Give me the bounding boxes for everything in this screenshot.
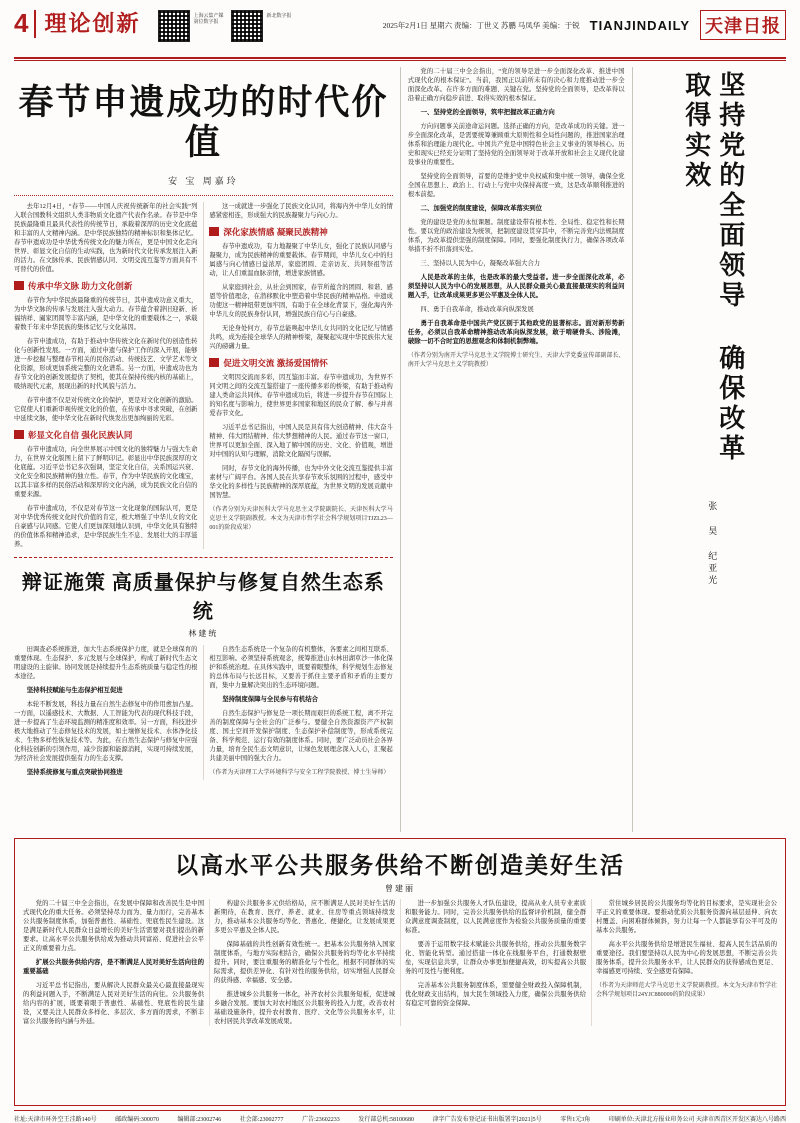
paragraph: 党的建设是党的永恒课题。制度建设带有根本性、全局性、稳定性和长期性。要以党的政治建设为统领，把制度建设贯穿其中，不断完善党内法规制度体系，为改革提供坚强的制度保障。同时，要强化制度执行力，确保各项改革举措不折不扣落到实处。 xyxy=(407,219,625,253)
secondary-footnote: （作者为天津理工大学环境科学与安全工程学院教授、博士生导师） xyxy=(209,769,390,776)
masthead xyxy=(14,0,786,54)
footer-distribution: 发行部总机:58100680 xyxy=(358,1117,414,1123)
paragraph: 坚持党的全面领导，首要的是维护党中央权威和集中统一领导，确保全党全国在思想上、政治上、行动上与党中央保持高度一致，这是改革顺利推进的根本前提。 xyxy=(407,173,625,198)
footer-price: 零售1元3角 xyxy=(560,1117,591,1123)
paragraph: 方向问题事关前途命运问题。选择正确的方向，是改革成功的关键。进一步全面深化改革，是需要统筹兼顾重大原则性和全局性问题的，推进国家治理体系和治理能力现代化。中国共产党是中国特色社会主义事业的领导核心。历史和现实已经充分证明了坚持党的全面领导对于改革开放和社会主义现代化建设事业的重要性。 xyxy=(407,123,625,166)
qr-label-2: 新北数字报 xyxy=(266,14,292,19)
square-bullet-icon xyxy=(209,358,219,367)
paragraph: 四、勇于自我革命，推动改革向纵深发展 xyxy=(420,306,534,313)
paragraph: 从家庭到社会，从社会到国家，春节所蕴含的团圆、和谐、感恩等价值理念，在潜移默化中塑造着中华民族的精神品格。申遗成功使这一精神纽带更加牢固，有助于在全球化背景下，强化海内外中华儿女的民族身份认同，增强民族自信心与自豪感。 xyxy=(209,283,393,318)
paragraph: 完善基本公共服务制度体系，需要健全财政投入保障机制，优化财政支出结构，加大民生领域投入力度，确保公共服务供给有稳定可靠的资金保障。 xyxy=(405,982,586,1007)
paper-name-en: TIANJINDAILY xyxy=(589,17,690,33)
paragraph-heading: 坚持科技赋能与生态保护相互促进 xyxy=(26,686,123,694)
lead-body xyxy=(14,202,393,549)
paragraph: 这一成就进一步强化了民族文化认同，将海内外中华儿女的情感紧密相连，形成强大的民族凝聚力与向心力。 xyxy=(209,202,393,219)
paragraph: 习近平总书记指出，中国人民是具有伟大创造精神、伟大奋斗精神、伟大团结精神、伟大梦想精神的人民。通过春节这一窗口，世界可以更加全面、深入地了解中国的历史、文化、价值观，增进对中国的认知与理解，消除文化隔阂与误解。 xyxy=(209,423,393,458)
masthead-right xyxy=(383,10,786,40)
vertical-headline: 坚持党的全面领导 确保改革取得实效 xyxy=(681,71,745,464)
paragraph: 文明因交流而多彩，因互鉴而丰富。春节申遗成功，为世界不同文明之间的交流互鉴搭建了一座传播多彩的桥梁，有助于推动构建人类命运共同体。春节申遗成功后，将进一步提升春节在国际上的知名度与影响力，使世界更多国家和地区的民众了解、参与并喜爱春节文化。 xyxy=(209,373,393,417)
square-bullet-icon xyxy=(209,227,219,236)
square-bullet-icon xyxy=(14,430,24,439)
paragraph: 春节作为中华民族最隆重的传统节日，其申遗成功意义重大，为中华文脉的传承与发展注入强大动力。春节蕴含着辞旧迎新、祈福纳祥、阖家团圆等丰富内涵，是中华文化的重要载体之一，承载着数千年来中华民族的集体记忆与文化基因。 xyxy=(14,296,198,331)
lead-subhead-1 xyxy=(14,280,197,292)
square-bullet-icon xyxy=(14,281,24,290)
page-footer xyxy=(14,1110,786,1123)
paragraph: 本轮不断发展，科技力量在自然生态修复中的作用愈加凸显。一方面，以遥感技术、大数据、人工智能为代表的现代科技手段，进一步提高了生态环境监测的精准度和效率。另一方面，科技进步极大地推动了生态修复技术的发展，如土壤修复技术、水体净化技术、生物多样性恢复技术等。为此，在自然生态保护与修复中应强化科技创新的引领作用，减少资源和能源消耗，实现可持续发展，为经济社会发展提供强有力的生态支撑。 xyxy=(14,700,198,762)
feature-title: 以高水平公共服务供给不断创造美好生活 xyxy=(175,853,625,878)
right-footnote: （作者分别为南开大学马克思主义学院博士研究生、天津大学党委宣传部副部长、南开大学马克思主义学院教授） xyxy=(407,353,625,368)
lead-subhead-3 xyxy=(209,226,392,238)
paragraph: 无论身处何方，春节总能唤起中华儿女共同的文化记忆与情感共鸣，成为连接全球华人的精神桥梁，凝聚起实现中华民族伟大复兴的磅礴力量。 xyxy=(209,324,393,350)
paragraph-heading: 坚持制度保障与全民参与有机结合 xyxy=(222,695,319,703)
paragraph: 常住城乡居民的公共服务均等化的目标要求，是实现社会公平正义的重要体现。要推动优质公共服务资源向基层延伸、向农村覆盖、向困难群体倾斜，努力让每一个人都能享有公平可及的基本公共服务。 xyxy=(596,900,777,934)
masthead-rule-thin xyxy=(14,60,786,61)
paragraph: 推进城乡公共服务一体化，补齐农村公共服务短板，促进城乡融合发展。要加大对农村地区公共服务的投入力度，改善农村基础设施条件，提升农村教育、医疗、文化等公共服务水平，让农村居民共享改革发展成果。 xyxy=(214,991,395,1025)
main-content xyxy=(14,67,786,832)
footer-postcode: 邮政编码:300070 xyxy=(115,1117,159,1123)
feature-byline: 曾建丽 xyxy=(385,884,415,893)
lead-intro: 去年12月4日，“春节——中国人庆祝传统新年的社会实践”列入联合国教科文组织人类非物质文化遗产代表作名录。春节是中华民族最隆重且最具代表性的传统节日，承载着深厚的历史文化底蕴和丰富的人文精神内涵。是中华民族独特的精神标识和集体记忆。春节申遗成功是中华优秀传统文化的魅力所在，更是中国文化走向世界、彰显文化自信的生动实践，也为新时代文化传承发展注入新的活力。在文脉传承、民族情感认同、文明交流互鉴等方面具有不可替代的价值。 xyxy=(14,202,198,273)
section-title: 理论创新 xyxy=(44,11,141,36)
paragraph: 进一步加强公共服务人才队伍建设，提高从业人员专业素质和服务能力。同时，完善公共服务供给的监督评价机制，健全群众满意度调查制度，以人民满意度作为检验公共服务质量的重要标准。 xyxy=(405,900,586,934)
paragraph: 党的二十届三中全会指出，“党的领导是进一步全面深化改革、推进中国式现代化的根本保证”。当前，我国正以前所未有的决心和力度推动进一步全面深化改革。在许多方面的难题、关键在党。坚持党的全面领导，是改革得以沿着正确方向稳步前进、取得实效的根本保证。 xyxy=(407,68,625,102)
qr-code-icon[interactable] xyxy=(158,10,190,42)
feature-body xyxy=(23,899,777,1026)
lead-footnote: （作者分别为天津医科大学马克思主义学院副院长、天津医科大学马克思主义学院副教授。本文为天津市哲学社会科学规划项目TJZL23—001的阶段成果） xyxy=(209,506,393,531)
masthead-divider xyxy=(34,10,36,38)
paragraph: 习近平总书记指出，要从解决人民群众最关心最直接最现实的利益问题入手，不断满足人民对美好生活的向往。公共服务供给内容的扩展，既要着眼于普惠性、基础性、兜底性的民生建设，又要关注人民群众多样化、多层次、多方面的需求，不断丰富公共服务的内涵与外延。 xyxy=(23,982,204,1025)
paragraph-heading: 坚持系统修复与重点突破协同推进 xyxy=(26,768,123,776)
paragraph: 春节申遗成功，有助于推动中华传统文化在新时代的创造性转化与创新性发展。一方面，通过申遗与保护工作的深入开展，能够进一步挖掘与整理春节相关的民俗活动、传统技艺、文学艺术等文化资源，形成更加系统完整的文化谱系。另一方面，申遗成功也为春节文化的创新发展提供了契机，使其在保持传统内核的基础上，吸纳现代元素，展现出新的时代风貌与活力。 xyxy=(14,337,198,390)
paragraph: 高水平公共服务供给是增进民生福祉、提高人民生活品质的重要途径。我们要坚持以人民为中心的发展思想，不断完善公共服务体系，提升公共服务水平，让人民群众的获得感成色更足、幸福感更可持续、安全感更有保障。 xyxy=(596,941,777,975)
paragraph: 构建公共服务多元供给格局，应不断满足人民对美好生活的新期待，在教育、医疗、养老、就业、住房等重点领域持续发力，推动基本公共服务均等化、普惠化、便捷化，让发展成果更多更公平惠及全体人民。 xyxy=(214,900,395,934)
paragraph: 要善于运用数字技术赋能公共服务供给，推动公共服务数字化、智能化转型。通过搭建一体化在线服务平台，打通数据壁垒，实现信息共享，让群众办事更加便捷高效，切实提高公共服务的可及性与便利度。 xyxy=(405,941,586,975)
paragraph-heading: 扩展公共服务供给内容，是不断满足人民对美好生活向往的重要基础 xyxy=(23,959,204,975)
paragraph: 田调查必系统推进，加大生态系统保护力度，就是全球保育的重要体现。生态保护、多元发展与全球保护，构成了新时代生态文明建设的主旋律。协同发展是持续提升生态系统质量与稳定性的根本途径。 xyxy=(14,645,198,680)
issue-meta: 2025年2月1日 星期六 责编：丁世义 苏鹏 马凤华 美编：于锐 xyxy=(382,20,580,30)
paragraph-heading: 二、加强党的制度建设，保障改革落实到位 xyxy=(420,205,543,212)
lead-subhead-3-label: 深化家族情感 凝聚民族精神 xyxy=(223,226,328,237)
lead-byline: 安 宝 周嘉玲 xyxy=(168,175,239,186)
right-article-text xyxy=(401,67,633,832)
divider xyxy=(14,557,393,558)
footer-license: 津字广告发布登记证书出版署字[2021]5号 xyxy=(432,1117,542,1123)
lead-subhead-2 xyxy=(14,429,197,441)
paragraph: 春节申遗成功，不仅是对春节这一文化现象的国际认可，更是对中华优秀传统文化时代价值的肯定，极大增强了中华儿女的文化自豪感与认同感。它使人们更加深刻地认识到，中华文化具有独特的价值体系和精神追求，是中华民族生生不息、发展壮大的丰厚滋养。 xyxy=(14,504,198,548)
paragraph: 春节申遗成功，有力地凝聚了中华儿女，强化了民族认同感与凝聚力，成为民族精神的重要载体。春节期间，中华儿女心中的归属感与向心情感日益浓厚，家庭团圆、走亲访友、共同祭祖等活动，让人们重温血脉亲情，增进家族情感。 xyxy=(209,242,393,277)
paragraph: 春节申遗不仅是对传统文化的保护，更是对文化创新的激励。它促使人们重新审视传统文化的价值，在传承中寻求突破，在创新中延续文脉，使中华文化在新时代焕发出更加绚丽的光彩。 xyxy=(14,396,198,422)
lead-subhead-4 xyxy=(209,357,392,369)
page-title: 春节申遗成功的时代价值 xyxy=(18,83,389,163)
secondary-article-title: 辩证施策 高质量保护与修复自然生态系统 xyxy=(21,571,385,623)
divider xyxy=(14,195,393,196)
paragraph-heading: 一、坚持党的全面领导，筑牢把握改革正确方向 xyxy=(420,109,555,116)
vertical-byline: 张 昊 纪亚光 xyxy=(707,501,718,587)
paragraph: 自然生态系统是一个复杂的有机整体，各要素之间相互联系、相互影响。必须坚持系统观念，统筹推进山水林田湖草沙一体化保护和系统治理。在具体实践中，既要着眼整体，科学规划生态修复的总体布局与长远目标，又要善于抓住主要矛盾和矛盾的主要方面，集中力量解决突出的生态环境问题。 xyxy=(209,645,393,689)
paragraph-heading: 人民是改革的主体，也是改革的最大受益者。进一步全面深化改革，必须坚持以人民为中心的发展思想，从人民群众最关心最直接最现实的利益问题入手，让改革成果更多更公平惠及全体人民。 xyxy=(407,274,625,299)
masthead-rule xyxy=(14,57,786,59)
secondary-article-body xyxy=(14,645,393,780)
footer-editorial: 编辑部:23002746 xyxy=(177,1117,222,1123)
feature-footnote: （作者为天津师范大学马克思主义学院副教授。本文为天津市哲学社会科学规划项目24YJC880009的阶段成果） xyxy=(596,983,777,998)
footer-address: 社址:天津市环外空王洼路140号 xyxy=(14,1117,97,1123)
paragraph-heading: 勇于自我革命是中国共产党区别于其他政党的显著标志。面对新形势新任务，必须以自我革命精神推动改革向纵深发展，敢于啃硬骨头、涉险滩，破除一切不合时宜的思想观念和体制机制弊端。 xyxy=(407,320,625,345)
lead-subhead-2-label: 彰显文化自信 强化民族认同 xyxy=(28,429,133,440)
footer-society: 社会部:23002777 xyxy=(239,1117,284,1123)
lead-subhead-4-label: 促进文明交流 激扬爱国情怀 xyxy=(223,357,328,368)
paragraph: 党的二十届三中全会指出，在发展中保障和改善民生是中国式现代化的重大任务。必须坚持尽力而为、量力而行，完善基本公共服务制度体系，加强普惠性、基础性、兜底性民生建设。这是满足新时代人民群众日益增长的美好生活需要对我们提出的新要求。让高水平公共服务供给成为推动共同富裕、促进社会公平正义的重要着力点。 xyxy=(23,900,204,952)
lead-subhead-1-label: 传承中华文脉 助力文化创新 xyxy=(28,280,133,291)
qr-label-1: 上海云集产媒 第位数字报 xyxy=(193,14,224,25)
secondary-article-byline: 林建统 xyxy=(188,628,219,638)
paper-name-cn: 天津日报 xyxy=(700,10,786,40)
paragraph: 同时，春节文化的海外传播，也为中外文化交流互鉴提供丰富素材与广阔平台。各国人民在共享春节欢乐氛围的过程中，感受中华文化的多样性与民族精神的深厚底蕴，为世界文明的发展贡献中国智慧。 xyxy=(209,464,393,499)
paragraph: 春节申遗成功，向全世界展示中国文化的独特魅力与强大生命力，在世界文化版图上留下了鲜明印记。彰显出中华民族深厚的文化底蕴。习近平总书记多次强调，坚定文化自信，关系国运兴衰、文化安全和民族精神的独立性。春节，作为中华民族的文化瑰宝，以其丰富多样的民俗活动和深厚的文化内涵，成为民族文化自信的重要来源。 xyxy=(14,445,198,498)
feature-article xyxy=(14,838,786,1106)
footer-print: 印刷单位:天津北方报业印务公司 天津市西青区开发区赛达八号路西 xyxy=(608,1117,786,1123)
paragraph: 三、坚持以人民为中心，凝聚改革强大合力 xyxy=(420,260,541,267)
paragraph: 自然生态保护与修复是一项长期而艰巨的系统工程，离不开完善的制度保障与全社会的广泛参与。要健全自然资源资产产权制度、国土空间开发保护制度、生态保护补偿制度等，形成系统完备、科学规范、运行有效的制度体系。同时，要广泛动员社会各界力量，培育全民生态文明意识，让绿色发展理念深入人心，汇聚起共建美丽中国的强大合力。 xyxy=(209,709,393,762)
right-article-title-block xyxy=(633,67,786,832)
paragraph: 保障基础的共性创新有效性统一。把基本公共服务纳入国家制度体系，与地方实际相结合，确保公共服务的均等化水平持续提升。同时，要注重服务的精准化与个性化，根据不同群体的实际需求，提供差异化、有针对性的服务供给，切实增强人民群众的获得感、幸福感、安全感。 xyxy=(214,941,395,984)
qr-code-secondary-icon[interactable] xyxy=(231,10,263,42)
page-number: 4 xyxy=(14,8,29,38)
lead-article xyxy=(14,67,401,832)
footer-ads: 广告:23602233 xyxy=(302,1117,340,1123)
